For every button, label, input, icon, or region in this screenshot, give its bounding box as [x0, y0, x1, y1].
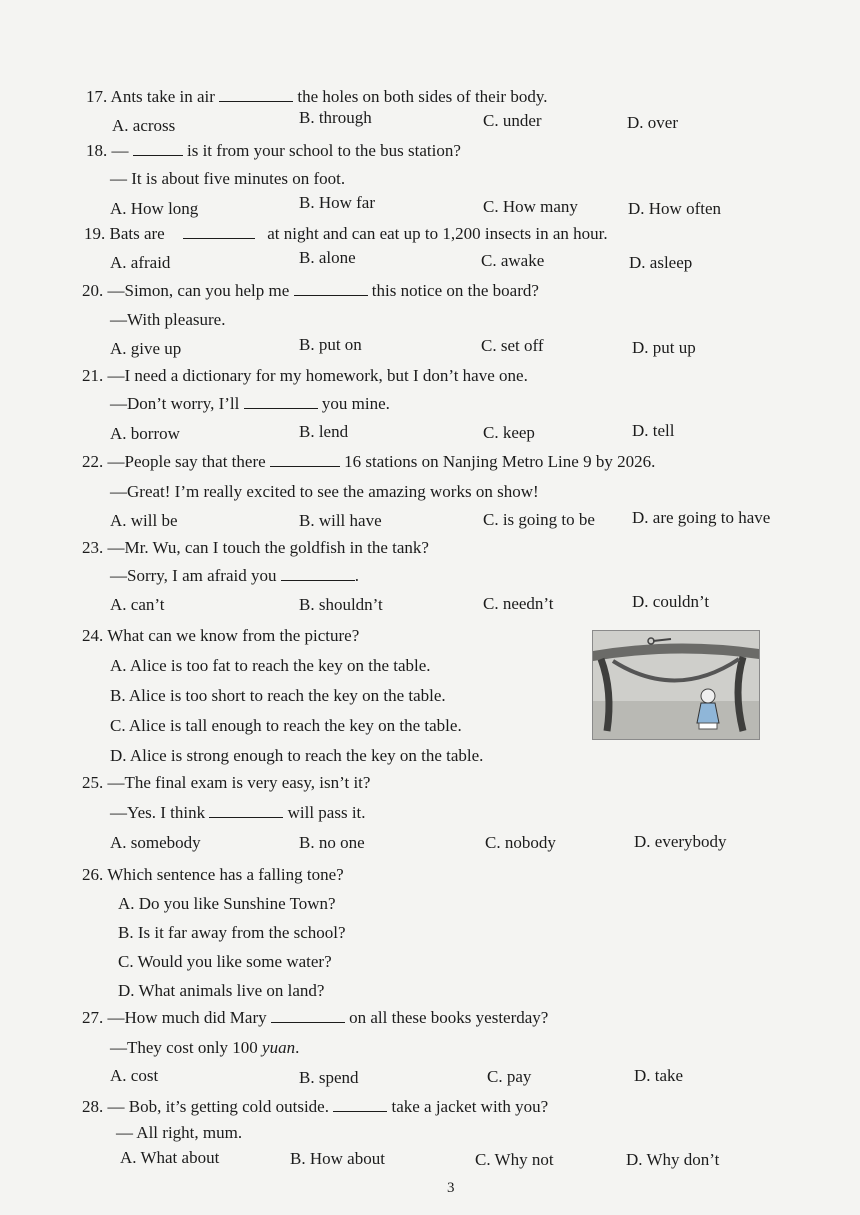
answer-blank[interactable]: [183, 224, 255, 239]
reply-line: — It is about five minutes on foot.: [110, 169, 346, 188]
answer-blank[interactable]: [244, 394, 318, 409]
option-b[interactable]: B. How about: [290, 1149, 385, 1168]
option-c[interactable]: C. needn’t: [483, 594, 554, 613]
option-c[interactable]: C. Alice is tall enough to reach the key on the table.: [110, 716, 462, 735]
reply-line: [110, 803, 366, 823]
option-c[interactable]: C. Would you like some water?: [118, 952, 332, 971]
question-20: [82, 281, 539, 301]
question-27: [82, 1008, 548, 1028]
option-d[interactable]: D. are going to have: [632, 508, 771, 527]
option-d[interactable]: D. Alice is strong enough to reach the key on the table.: [110, 746, 484, 765]
option-a[interactable]: A. Alice is too fat to reach the key on the table.: [110, 656, 431, 675]
reply-text: you mine.: [317, 394, 390, 413]
question-text: 17. Ants take in air: [86, 87, 220, 106]
option-b[interactable]: B. Alice is too short to reach the key on the table.: [110, 686, 446, 705]
question-text: on all these books yesterday?: [344, 1008, 549, 1027]
option-a[interactable]: A. How long: [110, 199, 199, 218]
answer-blank[interactable]: [133, 141, 183, 156]
reply-text: .: [295, 1038, 300, 1057]
reply-line: —With pleasure.: [110, 310, 226, 329]
question-26: 26. Which sentence has a falling tone?: [82, 865, 344, 884]
question-text: at night and can eat up to 1,200 insects in an hour.: [262, 224, 608, 243]
option-a[interactable]: A. somebody: [110, 833, 201, 852]
alice-table-illustration: [593, 631, 759, 739]
alice-table-picture: [592, 630, 760, 740]
answer-blank[interactable]: [281, 566, 355, 581]
question-25: 25. —The final exam is very easy, isn’t it?: [82, 773, 371, 792]
option-d[interactable]: D. How often: [628, 199, 722, 218]
question-19: [84, 224, 608, 244]
answer-blank[interactable]: [294, 281, 368, 296]
option-b[interactable]: B. Is it far away from the school?: [118, 923, 346, 942]
option-a[interactable]: A. can’t: [110, 595, 165, 614]
reply-text: .: [354, 566, 359, 585]
option-d[interactable]: D. tell: [632, 421, 675, 440]
question-17: [86, 87, 548, 107]
reply-text: —Yes. I think: [110, 803, 210, 822]
reply-line: [110, 566, 359, 586]
option-b[interactable]: B. How far: [299, 193, 376, 212]
option-b[interactable]: B. spend: [299, 1068, 359, 1087]
page-number: 3: [447, 1180, 455, 1196]
option-d[interactable]: D. asleep: [629, 253, 693, 272]
option-b[interactable]: B. put on: [299, 335, 362, 354]
question-18: [86, 141, 461, 161]
option-b[interactable]: B. shouldn’t: [299, 595, 383, 614]
question-text: 22. —People say that there: [82, 452, 270, 471]
question-text: this notice on the board?: [367, 281, 539, 300]
option-c[interactable]: C. set off: [481, 336, 544, 355]
option-a[interactable]: A. across: [112, 116, 176, 135]
option-a[interactable]: A. afraid: [110, 253, 171, 272]
option-c[interactable]: C. awake: [481, 251, 545, 270]
option-c[interactable]: C. How many: [483, 197, 578, 216]
reply-text: will pass it.: [283, 803, 366, 822]
option-d[interactable]: D. over: [627, 113, 678, 132]
reply-line: [110, 1038, 299, 1058]
option-a[interactable]: A. give up: [110, 339, 182, 358]
option-a[interactable]: A. What about: [120, 1148, 220, 1167]
reply-text: —Sorry, I am afraid you: [110, 566, 281, 585]
reply-text: —Don’t worry, I’ll: [110, 394, 244, 413]
option-b[interactable]: B. through: [299, 108, 372, 127]
option-b[interactable]: B. lend: [299, 422, 349, 441]
option-d[interactable]: D. everybody: [634, 832, 727, 851]
question-23: 23. —Mr. Wu, can I touch the goldfish in the tank?: [82, 538, 429, 557]
option-c[interactable]: C. is going to be: [483, 510, 595, 529]
option-c[interactable]: C. pay: [487, 1067, 532, 1086]
reply-line: [110, 394, 390, 414]
question-text: 18. —: [86, 141, 133, 160]
option-a[interactable]: A. borrow: [110, 424, 180, 443]
reply-line: —Great! I’m really excited to see the amazing works on show!: [110, 482, 539, 501]
option-d[interactable]: D. put up: [632, 338, 696, 357]
option-d[interactable]: D. couldn’t: [632, 592, 710, 611]
option-d[interactable]: D. Why don’t: [626, 1150, 720, 1169]
option-b[interactable]: B. no one: [299, 833, 365, 852]
option-c[interactable]: C. keep: [483, 423, 535, 442]
question-text: 20. —Simon, can you help me: [82, 281, 294, 300]
answer-blank[interactable]: [219, 87, 293, 102]
option-b[interactable]: B. will have: [299, 511, 382, 530]
question-28: [82, 1097, 548, 1117]
question-21: 21. —I need a dictionary for my homework, but I don’t have one.: [82, 366, 528, 385]
reply-text: —They cost only 100: [110, 1038, 263, 1057]
question-text: 19. Bats are: [84, 224, 169, 243]
question-text: the holes on both sides of their body.: [293, 87, 548, 106]
option-d[interactable]: D. What animals live on land?: [118, 981, 325, 1000]
answer-blank[interactable]: [333, 1097, 387, 1112]
question-text: 16 stations on Nanjing Metro Line 9 by 2026.: [339, 452, 656, 471]
question-text: 28. — Bob, it’s getting cold outside.: [82, 1097, 334, 1116]
option-a[interactable]: A. will be: [110, 511, 178, 530]
answer-blank[interactable]: [271, 1008, 345, 1023]
question-text: take a jacket with you?: [387, 1097, 549, 1116]
question-text: is it from your school to the bus station?: [182, 141, 461, 160]
option-c[interactable]: C. under: [483, 111, 542, 130]
option-a[interactable]: A. Do you like Sunshine Town?: [118, 894, 336, 913]
option-c[interactable]: C. nobody: [485, 833, 556, 852]
reply-line: — All right, mum.: [116, 1123, 243, 1142]
question-22: [82, 452, 655, 472]
option-d[interactable]: D. take: [634, 1066, 684, 1085]
question-text: 27. —How much did Mary: [82, 1008, 271, 1027]
answer-blank[interactable]: [209, 803, 283, 818]
question-24: 24. What can we know from the picture?: [82, 626, 360, 645]
option-c[interactable]: C. Why not: [475, 1150, 554, 1169]
answer-blank[interactable]: [270, 452, 340, 467]
option-a[interactable]: A. cost: [110, 1066, 159, 1085]
reply-currency: yuan: [262, 1038, 296, 1057]
option-b[interactable]: B. alone: [299, 248, 356, 267]
